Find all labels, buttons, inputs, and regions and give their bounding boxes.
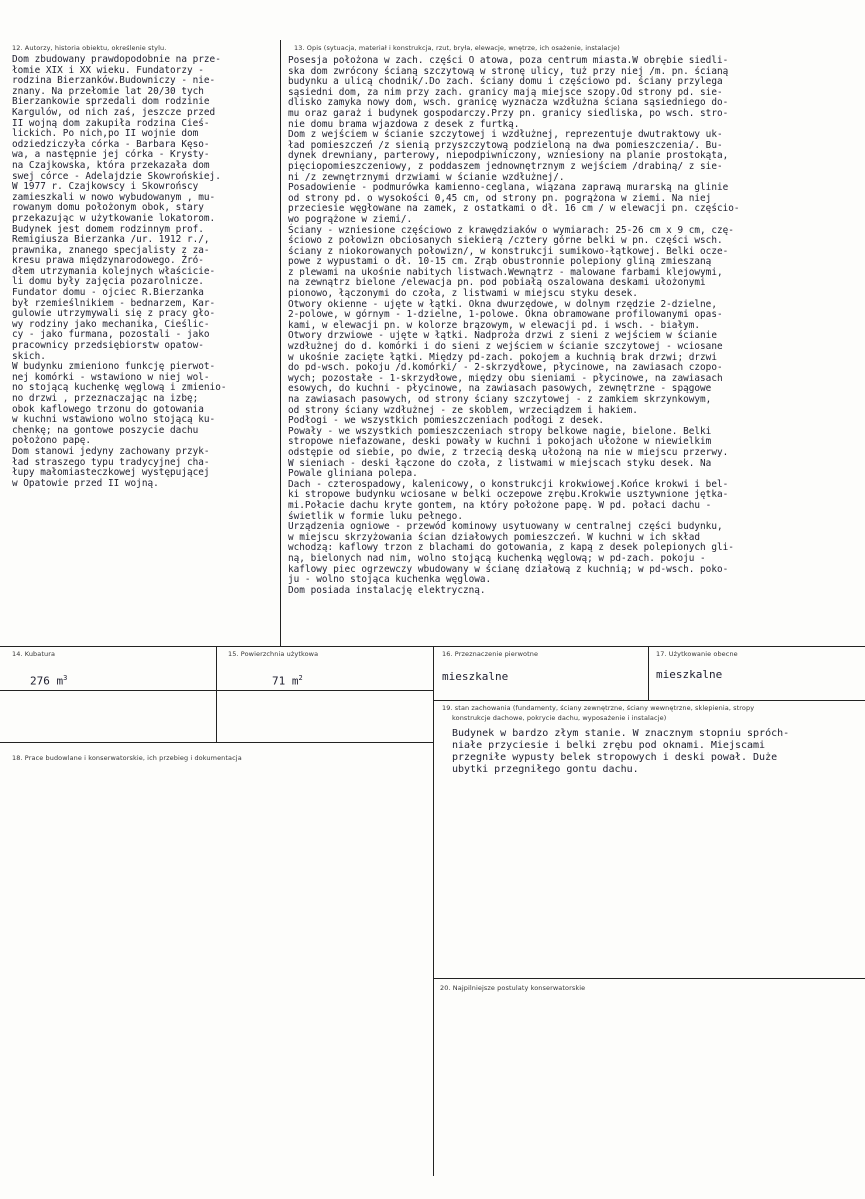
text-line: obok kaflowego trzonu do gotowania: [12, 403, 204, 415]
text-line: W sieniach - deski łączone do czoła, z listwami w miejscach styku desek. Na: [288, 457, 712, 469]
text-line: sąsiedni dom, za nim przy zach. granicy mają miejsce szopy.Od strony pd. sie-: [288, 86, 723, 98]
s19-label-line2: konstrukcje dachowe, pokrycie dachu, wyposażenie i instalacje): [452, 714, 667, 722]
divider-s14-s15: [216, 646, 217, 742]
text-line: od strony pd. o wysokości 0,45 cm, od strony pn. pogrążona w ziemi. Na niej: [288, 192, 712, 204]
text-line: Urządzenia ogniowe - przewód kominowy usytuowany w centralnej części budynku,: [288, 521, 723, 533]
text-line: swej córce - Adelajdzie Skowrońskiej.: [12, 170, 221, 182]
s17-label: 17. Użytkowanie obecne: [656, 650, 738, 658]
text-line: na zewnątrz bielone /elewacja pn. pod pobiałą oszalowana deskami ułożonymi: [288, 277, 706, 289]
text-line: mu oraz garaż i budynek gospodarczy.Przy pn. granicy siedliska, po wsch. stro-: [288, 107, 729, 119]
text-line: w Opatowie przed II wojną.: [12, 477, 159, 489]
text-line: rodzina Bierzanków.Budowniczy - nie-: [12, 75, 216, 87]
s12-text: [12, 55, 226, 489]
text-line: Budynek jest domem rodzinnym prof.: [12, 223, 204, 235]
s14-label: 14. Kubatura: [12, 650, 56, 658]
text-line: wzdłużnej do d. komórki i do sieni z wejściem w ścianie szczytowej - wciosane: [288, 341, 723, 353]
text-line: ni /z zewnętrznymi drzwiami w ścianie wzdłużnej/.: [288, 171, 565, 183]
text-line: Otwory okienne - ujęte w łątki. Okna dwurzędowe, w dolnym rzędzie 2-dzielne,: [288, 298, 717, 310]
text-line: w kuchni wstawiono wolno stojącą ku-: [12, 414, 216, 426]
text-line: znany. Na przełomie lat 20/30 tych: [12, 85, 204, 97]
text-line: Powale gliniana polepa.: [288, 468, 418, 480]
text-line: kami, w elewacji pn. w kolorze brązowym, w elewacji pd. i wsch. - białym.: [288, 319, 701, 331]
text-line: odziedziczyła córka - Barbara Kęso-: [12, 138, 210, 150]
text-line: Budynek w bardzo złym stanie. W znacznym stopniu spróch-: [452, 728, 790, 739]
text-line: Fundator domu - ojciec R.Bierzanka: [12, 287, 204, 299]
text-line: ki stropowe budynku wciosane w belki oczepowe zrębu.Krokwie usztywnione jętka-: [288, 489, 729, 501]
text-line: łupy małomiasteczkowej występującej: [12, 467, 210, 479]
s18-label: 18. Prace budowlane i konserwatorskie, ich przebieg i dokumentacja: [12, 754, 242, 762]
divider-col-12-13: [280, 40, 281, 646]
divider-left-right: [433, 646, 434, 1176]
divider-s14-s18: [0, 742, 433, 743]
text-line: gulowie utrzymywali się z pracy gło-: [12, 308, 216, 320]
text-line: cy - jako furmana, pozostali - jako: [12, 329, 210, 341]
text-line: świetlik w formie luku pełnego.: [288, 510, 463, 522]
text-line: stropowe niefazowane, deski powały w kuchni i pokojach ułożone w niewielkim: [288, 436, 712, 448]
text-line: powe z wypustami o dł. 10-15 cm. Zrąb obustronnie polepiony gliną zmieszaną: [288, 256, 712, 268]
text-line: li domu były zajęcia pozarolnicze.: [12, 276, 204, 288]
text-line: W budynku zmieniono funkcję pierwot-: [12, 361, 216, 373]
text-line: Dom posiada instalację elektryczną.: [288, 584, 486, 596]
text-line: przeciesie węgłowane na zamek, z ostatkami o dł. 16 cm / w elewacji pn. częścio-: [288, 203, 740, 215]
text-line: w ukośnie zacięte łątki. Między pd-zach. pokojem a kuchnią brak drzwi; drzwi: [288, 351, 717, 363]
text-line: położono papę.: [12, 435, 92, 447]
text-line: na zawiasach pasowych, od strony ściany szczytowej - z zamkiem skrzynkowym,: [288, 394, 712, 405]
s17-value: mieszkalne: [656, 668, 723, 681]
text-line: z plewami na ukośnie nabitych listwach.Wewnątrz - malowane farbami klejowymi,: [288, 266, 723, 278]
text-line: odstępie od siebie, po dwie, z trzecią deską ułożoną na nie w miejscu przerwy.: [288, 446, 729, 458]
text-line: od strony ściany wzdłużnej - ze skoblem, wrzeciądzem i hakiem.: [288, 404, 638, 416]
s13-text: [288, 56, 740, 596]
text-line: pracownicy przedsiębiorstw opatow-: [12, 340, 204, 352]
text-line: Ściany - wzniesione częściowo z krawędziaków o wymiarach: 25-26 cm x 9 cm, czę-: [288, 224, 734, 236]
s14-value: 276 $m^3$: [30, 674, 68, 688]
s16-label: 16. Przeznaczenie pierwotne: [442, 650, 539, 658]
text-line: ład straszego typu tradycyjnej cha-: [12, 456, 210, 468]
text-line: ściany z niokorowanych połowizn/, w konstrukcji sumikowo-łątkowej. Belki ocze-: [288, 245, 729, 257]
text-line: Remigiusza Bierzanka /ur. 1912 r./,: [12, 234, 210, 246]
divider-s19-s20: [433, 978, 865, 979]
s15-value: 71 $m^2$: [272, 674, 303, 688]
text-line: skich.: [12, 350, 46, 362]
s20-label: 20. Najpilniejsze postulaty konserwatorskie: [440, 984, 586, 992]
text-line: zamieszkali w nowo wybudowanym , mu-: [12, 191, 216, 203]
text-line: II wojną dom zakupiła rodzina Cieś-: [12, 117, 210, 129]
text-line: rowanym domu położonym obok, stary: [12, 202, 204, 214]
text-line: ną, bielonych nad nim, wolno stojącą kuchenką węglową; w pd-zach. pokoju -: [288, 552, 706, 564]
text-line: przekazując w użytkowanie lokatorom.: [12, 212, 216, 224]
text-line: chenkę; na gontowe poszycie dachu: [12, 424, 199, 436]
text-line: no drzwi , przeznaczając na izbę;: [12, 393, 199, 404]
text-line: ju - wolno stojąca kuchenka węglowa.: [288, 574, 492, 586]
text-line: W 1977 r. Czajkowscy i Skowrońscy: [12, 181, 199, 193]
text-line: Podłogi - we wszystkich pomieszczeniach podłogi z desek.: [288, 415, 605, 427]
text-line: Dom z wejściem w ścianie szczytowej i wzdłużnej, reprezentuje dwutraktowy uk-: [288, 129, 723, 141]
text-line: prawnika, znanego specjalisty z za-: [12, 244, 210, 256]
text-line: nej komórki - wstawiono w niej wol-: [12, 371, 210, 383]
text-line: Powały - we wszystkich pomieszczeniach stropy belkowe nagie, bielone. Belki: [288, 425, 712, 437]
text-line: niałe przyciesie i belki zrębu pod oknami. Miejscami: [452, 740, 766, 751]
text-line: 2-polowe, w górnym - 1-dzielne, 1-polowe. Okna obramowane profilowanymi opas-: [288, 309, 723, 321]
s19-label-line1: 19. stan zachowania (fundamenty, ściany zewnętrzne, ściany wewnętrzne, sklepienia, stropy: [442, 704, 755, 712]
text-line: w miejscu skrzyżowania ścian działowych pomieszczeń. W kuchni w ich skład: [288, 531, 701, 543]
s19-text: [452, 728, 789, 776]
text-line: Otwory drzwiowe - ujęte w łątki. Nadproża drzwi z sieni z wejściem w ścianie: [288, 330, 717, 342]
text-line: ład pomieszczeń /z sienią przyszczytową podzieloną na dwa pomieszczenia/. Bu-: [288, 139, 723, 151]
text-line: dynek drewniany, parterowy, niepodpiwniczony, wzniesiony na planie prostokąta,: [288, 150, 729, 162]
text-line: dłem utrzymania kolejnych właścicie-: [12, 265, 216, 277]
text-line: wo pogrążone w ziemi/.: [288, 213, 413, 225]
s16-value: mieszkalne: [442, 670, 509, 683]
text-line: łomie XIX i XX wieku. Fundatorzy -: [12, 64, 204, 76]
text-line: ska dom zwrócony ścianą szczytową w stronę ulicy, tuż przy niej /m. pn. ścianą: [288, 65, 729, 77]
text-line: wych; pozostałe - 1-skrzydłowe, między obu sieniami - płycinowe, na zawiasach: [288, 372, 723, 384]
text-line: esowych, do kuchni - płycinowe, na zawiasach pasowych, zewnętrzne - spągowe: [288, 383, 712, 395]
text-line: Kargulów, od nich zaś, jeszcze przed: [12, 106, 216, 118]
text-line: wa, a następnie jej córka - Krysty-: [12, 149, 210, 161]
text-line: Bierzankowie sprzedali dom rodzinie: [12, 96, 210, 108]
text-line: Dom stanowi jedyny zachowany przyk-: [12, 445, 210, 457]
text-line: mi.Połacie dachu kryte gontem, na który położone papę. W pd. połaci dachu -: [288, 499, 712, 511]
s15-label: 15. Powierzchnia użytkowa: [228, 650, 319, 658]
text-line: do pd-wsch. pokoju /d.komórki/ - 2-skrzydłowe, płycinowe, na zawiasach czopo-: [288, 362, 723, 374]
text-line: nie domu brama wjazdowa z desek z furtką.: [288, 118, 520, 130]
text-line: dlisko zamyka nowy dom, wsch. granicę wyznacza wzdłużna ściana sąsiedniego do-: [288, 97, 729, 109]
divider-s16-s17: [648, 646, 649, 700]
text-line: Posadowienie - podmurówka kamienno-ceglana, wiązana zaprawą murarską na glinie: [288, 182, 729, 194]
text-line: przegniłe wypusty belek stropowych i deski pował. Duże: [452, 752, 778, 763]
text-line: Posesja położona w zach. części O atowa, poza centrum miasta.W obrębie siedli-: [288, 55, 729, 66]
text-line: no stojącą kuchenkę węglową i zmienio-: [12, 382, 227, 394]
text-line: lickich. Po nich,po II wojnie dom: [12, 128, 199, 140]
s13-label: 13. Opis (sytuacja, materiał i konstrukcja, rzut, bryła, elewacje, wnętrze, ich osażenie, instalacje): [294, 44, 620, 52]
text-line: kaflowy piec ogrzewczy wbudowany w ścianę działową z kuchnią; w pd-wsch. poko-: [288, 563, 729, 575]
text-line: był rzemieślnikiem - bednarzem, Kar-: [12, 297, 216, 309]
divider-mid-row-right: [433, 700, 865, 701]
text-line: kresu prawa międzynarodowego. Źró-: [12, 255, 204, 267]
text-line: Dach - czterospadowy, kalenicowy, o konstrukcji krokwiowej.Końce krokwi i bel-: [288, 478, 729, 490]
text-line: pięciopomieszczeniowy, z poddaszem jednownętrznym z wejściem /drabiną/ z sie-: [288, 160, 723, 172]
s12-label: 12. Autorzy, historia obiektu, określenie stylu.: [12, 44, 167, 52]
text-line: na Czajkowska, która przekazała dom: [12, 159, 210, 171]
text-line: pionowo, łączonymi do czoła, z listwami w miejscu styku desek.: [288, 288, 638, 300]
text-line: wchodzą: kaflowy trzon z blachami do gotowania, z kapą z desek polepionych gli-: [288, 542, 734, 554]
text-line: ściowo z połowizn obciosanych siekierą /cztery górne belki w pn. części wsch.: [288, 235, 723, 247]
text-line: ubytki przegniłego gontu dachu.: [452, 764, 639, 775]
text-line: wy rodziny jako mechanika, Cieślic-: [12, 318, 210, 330]
text-line: Dom zbudowany prawdopodobnie na prze-: [12, 54, 221, 65]
text-line: budynku a ulicą chodnik/.Do zach. ściany domu i częściowo pd. ściany przylega: [288, 76, 723, 88]
